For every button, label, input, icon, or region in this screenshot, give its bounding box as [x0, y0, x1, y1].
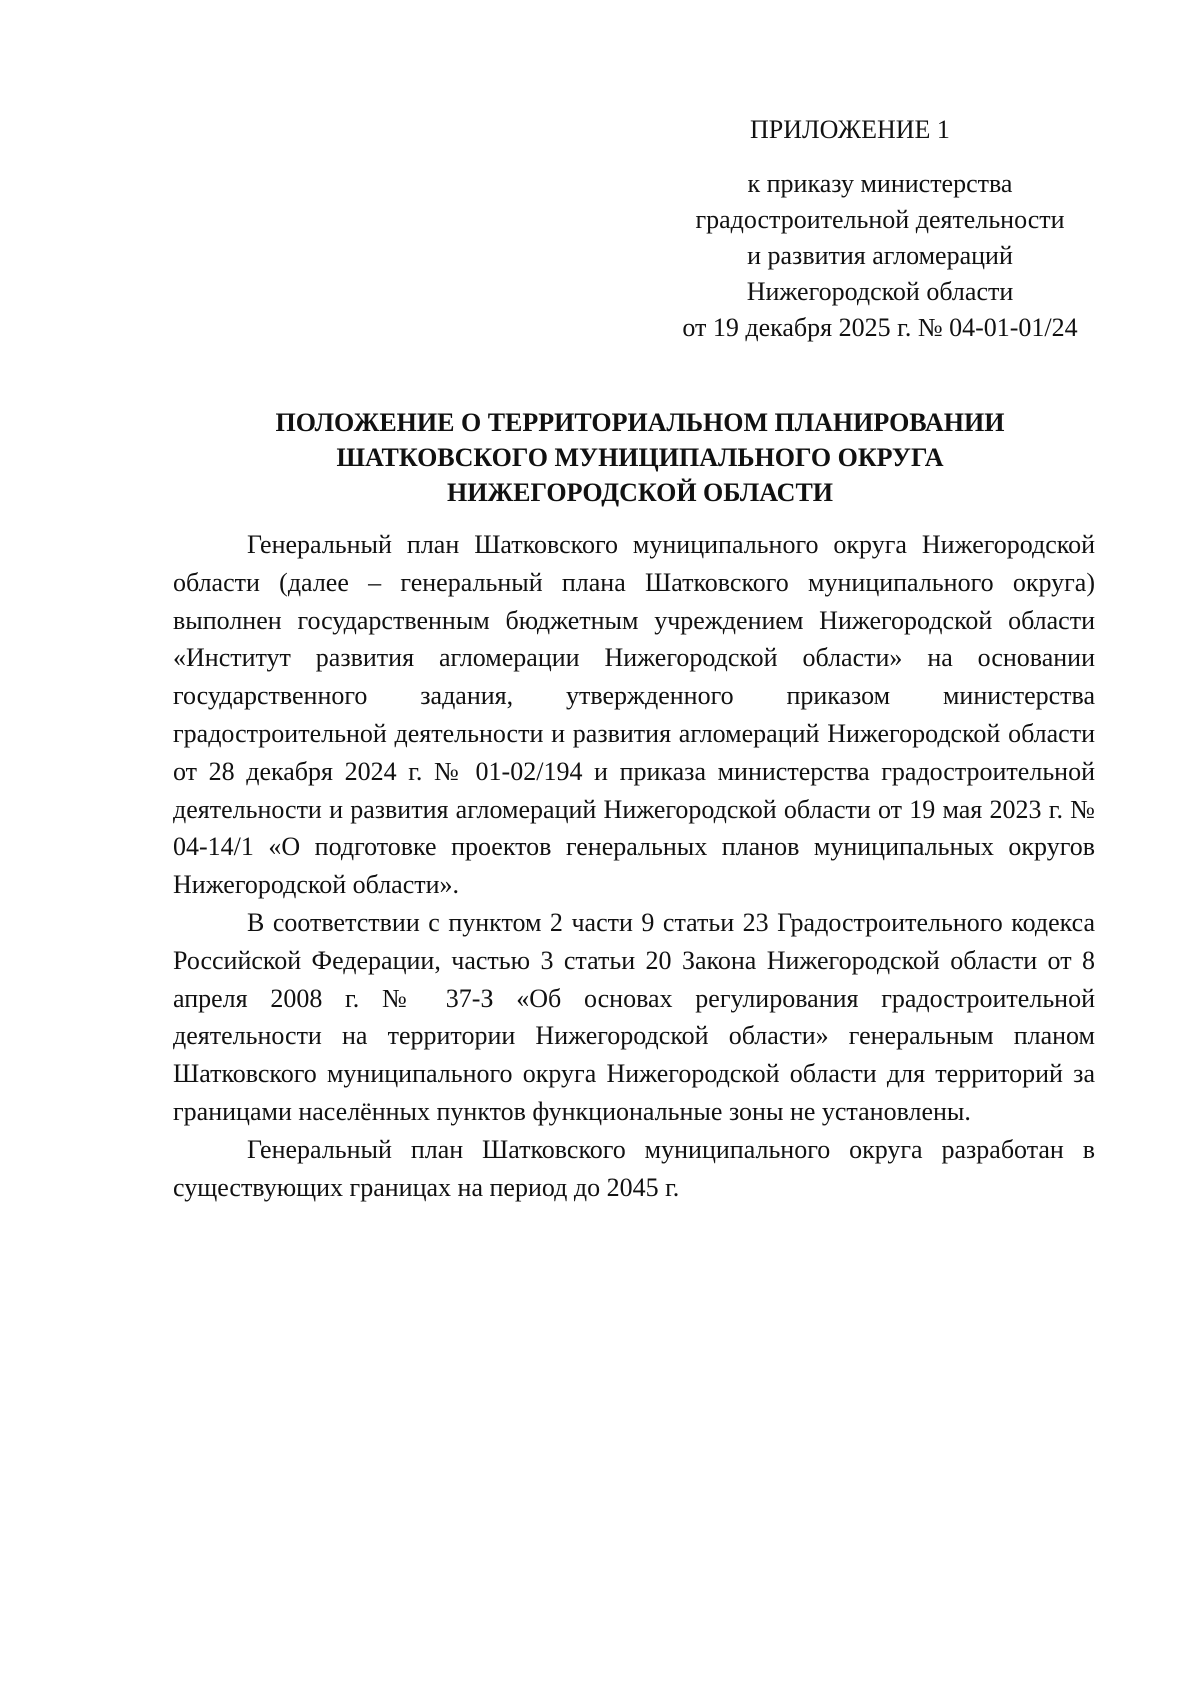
appendix-line: градостроительной деятельности	[695, 205, 1065, 234]
title-line: ПОЛОЖЕНИЕ О ТЕРРИТОРИАЛЬНОМ ПЛАНИРОВАНИИ	[275, 408, 1005, 437]
body-paragraph: В соответствии с пунктом 2 части 9 статьи 23 Градостроительного кодекса Российской Федерации, частью 3 статьи 20 Закона Нижегородской области от 8 апреля 2008 г. № 37-З «Об основах регулирования градостроительной деятельности на территории Нижегородской области» генеральным планом Шатковского муниципального округа Нижегородской области для территорий за границами населённых пунктов функциональные зоны не установлены.	[173, 907, 1095, 1126]
document-body	[173, 526, 1095, 1206]
body-paragraph: Генеральный план Шатковского муниципального округа Нижегородской области (далее – генеральный плана Шатковского муниципального округа) выполнен государственным бюджетным учреждением Нижегородской области «Институт развития агломерации Нижегородской области» на основании государственного задания, утвержденного приказом министерства градостроительной деятельности и развития агломераций Нижегородской области от 28 декабря 2024 г. № 01-02/194 и приказа министерства градостроительной деятельности и развития агломераций Нижегородской области от 19 мая 2023 г. № 04-14/1 «О подготовке проектов генеральных планов муниципальных округов Нижегородской области».	[173, 530, 1095, 900]
appendix-line: Нижегородской области	[746, 277, 1014, 306]
title-line: ШАТКОВСКОГО МУНИЦИПАЛЬНОГО ОКРУГА	[336, 443, 944, 472]
appendix-line: к приказу министерства	[747, 169, 1013, 198]
body-paragraph: Генеральный план Шатковского муниципального округа разработан в существующих границах на период до 2045 г.	[173, 1134, 1095, 1202]
appendix-line: от 19 декабря 2025 г. № 04-01-01/24	[682, 313, 1078, 342]
document-title	[170, 405, 1110, 510]
appendix-label: ПРИЛОЖЕНИЕ 1	[750, 115, 950, 144]
appendix-line: и развития агломераций	[747, 241, 1013, 270]
title-line: НИЖЕГОРОДСКОЙ ОБЛАСТИ	[446, 478, 834, 507]
appendix-reference	[620, 166, 1140, 346]
